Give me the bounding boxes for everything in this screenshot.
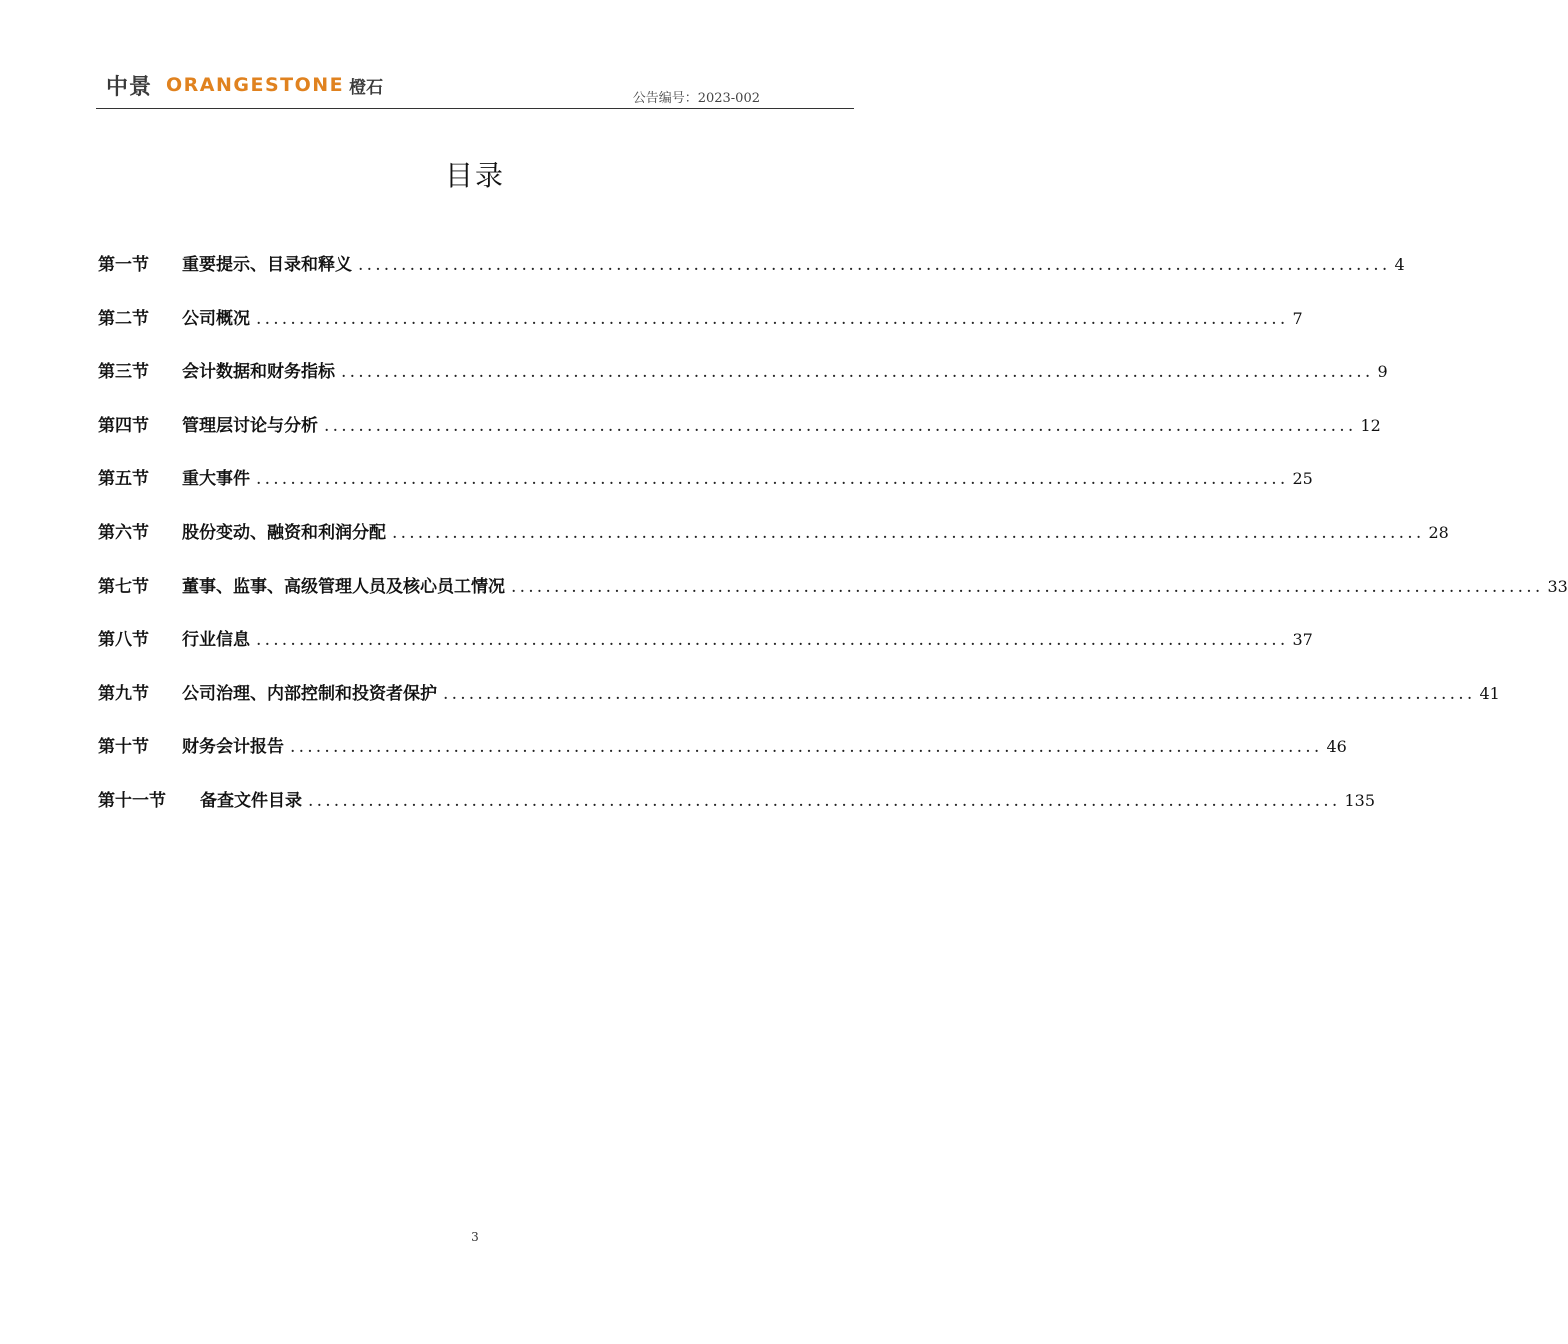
toc-section-title: 重要提示、目录和释义 xyxy=(182,255,352,275)
toc-page-number: 12 xyxy=(1360,415,1381,435)
toc-section-title: 备查文件目录 xyxy=(200,790,302,811)
toc-page-number: 25 xyxy=(1292,469,1313,489)
toc-entry[interactable] xyxy=(98,304,1303,358)
toc-entry[interactable] xyxy=(98,250,1405,304)
toc-section-title: 会计数据和财务指标 xyxy=(182,362,335,383)
toc-entry[interactable] xyxy=(98,357,1388,411)
page-header xyxy=(96,60,854,109)
toc-section-number: 第八节 xyxy=(98,630,149,651)
toc-leader-dots: ........................................................................................................................ xyxy=(443,683,1476,704)
toc-section-number: 第九节 xyxy=(98,683,149,704)
toc-section-number: 第三节 xyxy=(98,362,149,383)
page-title: 目录 xyxy=(444,159,505,192)
toc-section-title: 财务会计报告 xyxy=(182,737,284,758)
toc-entry[interactable] xyxy=(98,625,1313,679)
toc-page-number: 33 xyxy=(1547,576,1568,596)
toc-entry[interactable] xyxy=(98,572,1568,626)
toc-entry[interactable] xyxy=(98,786,1376,840)
toc-page-number: 41 xyxy=(1479,683,1500,703)
toc-entry[interactable] xyxy=(98,411,1381,465)
toc-section-title: 董事、监事、高级管理人员及核心员工情况 xyxy=(182,576,505,597)
toc-section-title: 行业信息 xyxy=(182,630,250,651)
toc-section-title: 重大事件 xyxy=(182,469,250,490)
toc-entry[interactable] xyxy=(98,732,1347,786)
toc-section-title: 股份变动、融资和利润分配 xyxy=(182,522,386,543)
toc-page-number: 37 xyxy=(1292,630,1313,650)
toc-leader-dots: ........................................................................................................................ xyxy=(341,362,1374,383)
toc-section-number: 第十一节 xyxy=(98,790,166,811)
toc-section-number: 第六节 xyxy=(98,522,149,543)
toc-section-number: 第二节 xyxy=(98,308,149,329)
toc-leader-dots: ........................................................................................................................ xyxy=(358,255,1391,275)
toc-leader-dots: ........................................................................................................................ xyxy=(256,308,1289,329)
toc-leader-dots: ........................................................................................................................ xyxy=(392,522,1425,543)
toc-page-number: 7 xyxy=(1292,308,1303,328)
page-number: 3 xyxy=(471,1230,479,1244)
toc-leader-dots: ........................................................................................................................ xyxy=(256,630,1289,651)
logo-english-name: ORANGESTONE xyxy=(166,74,345,96)
logo-chinese-suffix: 橙石 xyxy=(349,77,384,98)
toc-leader-dots: ........................................................................................................................ xyxy=(290,737,1323,758)
toc-page-number: 4 xyxy=(1394,255,1405,274)
toc-section-number: 第五节 xyxy=(98,469,149,490)
toc-entry[interactable] xyxy=(98,518,1449,572)
toc-leader-dots: ........................................................................................................................ xyxy=(511,576,1544,597)
toc-section-number: 第七节 xyxy=(98,576,149,597)
toc-section-title: 公司治理、内部控制和投资者保护 xyxy=(182,683,437,704)
toc-entry[interactable] xyxy=(98,464,1313,518)
toc-section-title: 公司概况 xyxy=(182,308,250,329)
logo-chinese-name: 中景 xyxy=(106,74,153,100)
toc-section-number: 第一节 xyxy=(98,255,149,275)
table-of-contents xyxy=(98,250,1568,840)
toc-page-number: 46 xyxy=(1326,737,1347,757)
toc-section-number: 第四节 xyxy=(98,415,149,436)
toc-page-number: 28 xyxy=(1428,522,1449,542)
announcement-number: 公告编号：2023-002 xyxy=(632,91,760,106)
toc-section-title: 管理层讨论与分析 xyxy=(182,415,318,436)
toc-leader-dots: ........................................................................................................................ xyxy=(324,415,1357,436)
toc-entry[interactable] xyxy=(98,679,1500,733)
company-logo xyxy=(106,70,383,100)
toc-leader-dots: ........................................................................................................................ xyxy=(256,469,1289,490)
toc-leader-dots: ........................................................................................................................ xyxy=(308,790,1341,811)
toc-section-number: 第十节 xyxy=(98,737,149,758)
toc-page-number: 9 xyxy=(1377,362,1388,382)
toc-page-number: 135 xyxy=(1344,790,1376,810)
